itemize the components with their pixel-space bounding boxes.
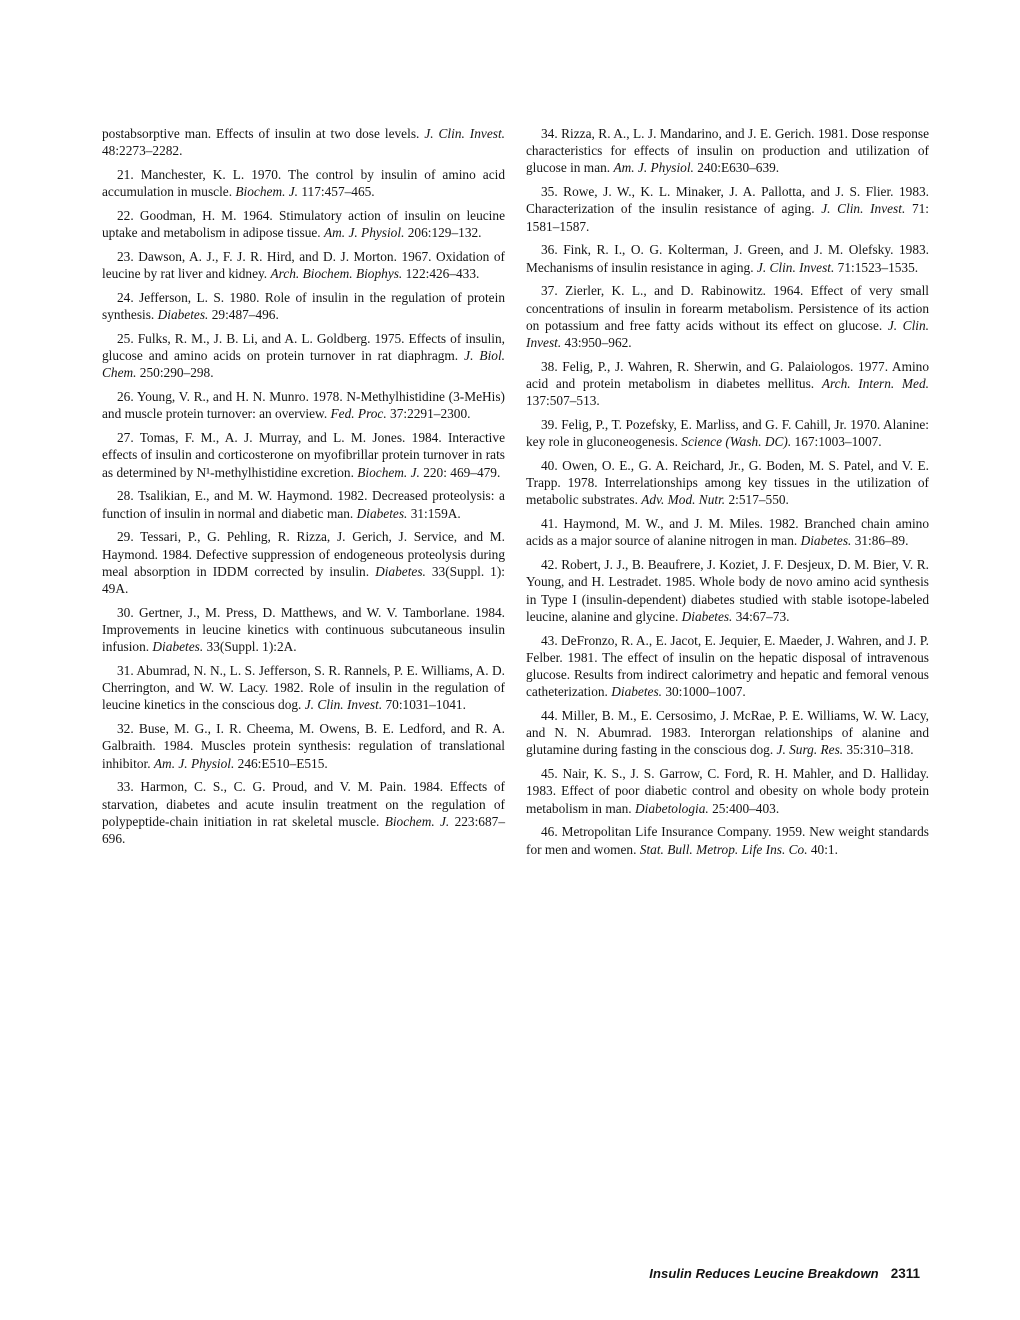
reference-entry	[102, 166, 505, 200]
reference-entry	[526, 282, 929, 351]
reference-journal: Biochem. J.	[384, 813, 450, 829]
reference-volume-pages: 30:1000–1007.	[662, 684, 746, 700]
reference-volume-pages: 48:2273–2282.	[102, 143, 183, 159]
reference-entry	[526, 241, 929, 275]
reference-text: 32. Buse, M. G., I. R. Cheema, M. Owens, B. E. Ledford, and R. A. Galbraith. 1984. Muscles protein synthesis: regulation of translational inhibitor.	[102, 721, 505, 771]
references-right-column	[526, 125, 929, 864]
reference-entry	[526, 765, 929, 817]
reference-volume-pages: 223:687–696.	[102, 813, 505, 847]
reference-journal: Diabetes.	[157, 307, 209, 323]
reference-entry	[526, 632, 929, 701]
reference-text: 37. Zierler, K. L., and D. Rabinowitz. 1964. Effect of very small concentrations of insulin in forearm metabolism. Persistence of its action on potassium and free fatty acids without its effect on glucose.	[526, 283, 929, 333]
reference-text: 42. Robert, J. J., B. Beaufrere, J. Koziet, J. F. Desjeux, D. M. Bier, V. R. Young, and H. Lestradet. 1985. Whole body de novo amino acid synthesis in Type I (insulin-dependent) diabetes studied with stable isotope-labeled leucine, alanine and glycine.	[526, 557, 929, 624]
reference-journal: J. Surg. Res.	[776, 742, 844, 758]
reference-journal: Adv. Mod. Nutr.	[641, 492, 726, 508]
reference-text: 29. Tessari, P., G. Pehling, R. Rizza, J. Gerich, J. Service, and M. Haymond. 1984. Defective suppression of endogeneous proteolysis during meal absorption in IDDM corrected by insulin.	[102, 529, 505, 579]
reference-volume-pages: 40:1.	[807, 841, 838, 857]
reference-volume-pages: 25:400–403.	[708, 800, 780, 816]
reference-text: 35. Rowe, J. W., K. L. Minaker, J. A. Pallotta, and J. S. Flier. 1983. Characterization of the insulin resistance of aging.	[526, 184, 929, 217]
reference-journal: Diabetes.	[152, 639, 204, 655]
reference-text: 21. Manchester, K. L. 1970. The control by insulin of amino acid accumulation in muscle.	[102, 167, 505, 200]
reference-entry	[102, 289, 505, 323]
reference-volume-pages: 220: 469–479.	[419, 464, 501, 480]
reference-text: postabsorptive man. Effects of insulin at two dose levels.	[102, 126, 425, 141]
reference-journal: J. Clin. Invest.	[821, 201, 906, 217]
reference-journal: Diabetes.	[356, 505, 408, 521]
reference-text: 31. Abumrad, N. N., L. S. Jefferson, S. R. Rannels, P. E. Williams, A. D. Cherrington, and W. W. Lacy. 1982. Role of insulin in the regulation of leucine kinetics in the conscious dog.	[102, 663, 505, 713]
reference-text: 36. Fink, R. I., O. G. Kolterman, J. Green, and J. M. Olefsky. 1983. Mechanisms of insulin resistance in aging.	[526, 242, 929, 275]
reference-entry	[526, 556, 929, 625]
page-number: 2311	[890, 1266, 920, 1281]
reference-journal: Diabetologia.	[634, 800, 709, 816]
reference-entry	[102, 248, 505, 282]
reference-text: 25. Fulks, R. M., J. B. Li, and A. L. Goldberg. 1975. Effects of insulin, glucose and amino acids on protein turnover in rat diaphragm.	[102, 331, 505, 364]
reference-text: 34. Rizza, R. A., L. J. Mandarino, and J. E. Gerich. 1981. Dose response characteristics for effects of insulin on production and utilization of glucose in man.	[526, 126, 929, 176]
reference-entry	[526, 125, 929, 177]
reference-entry	[102, 207, 505, 241]
reference-text: 39. Felig, P., T. Pozefsky, E. Marliss, and G. F. Cahill, Jr. 1970. Alanine: key role in gluconeogenesis.	[526, 417, 929, 450]
reference-journal: Diabetes.	[681, 608, 733, 624]
reference-journal: Biochem. J.	[357, 464, 420, 480]
reference-volume-pages: 2:517–550.	[725, 492, 789, 508]
reference-volume-pages: 117:457–465.	[298, 184, 375, 200]
reference-journal: Diabetes.	[375, 563, 426, 579]
reference-entry	[102, 388, 505, 422]
reference-journal: Am. J. Physiol.	[323, 225, 405, 241]
reference-text: 38. Felig, P., J. Wahren, R. Sherwin, and G. Palaiologos. 1977. Amino acid and protein metabolism in diabetes mellitus.	[526, 358, 929, 392]
reference-text: 40. Owen, O. E., G. A. Reichard, Jr., G. Boden, M. S. Patel, and V. E. Trapp. 1978. Interrelationships among key tissues in the utilization of metabolic substrates.	[526, 458, 929, 508]
reference-entry	[526, 707, 929, 759]
reference-entry	[102, 778, 505, 847]
reference-volume-pages: 37:2291–2300.	[386, 406, 471, 422]
reference-journal: Diabetes.	[800, 533, 852, 549]
running-head: Insulin Reduces Leucine Breakdown	[649, 1266, 879, 1281]
reference-volume-pages: 43:950–962.	[561, 335, 632, 351]
reference-text: 43. DeFronzo, R. A., E. Jacot, E. Jequier, E. Maeder, J. Wahren, and J. P. Felber. 1981. The effect of insulin on the hepatic disposal of intravenous glucose. Results from indirect calorimetry and hepatic and femoral venous catheterization.	[526, 632, 929, 700]
reference-entry	[102, 330, 505, 382]
reference-volume-pages: 33(Suppl. 1):2A.	[203, 639, 297, 655]
reference-entry	[102, 429, 505, 481]
reference-volume-pages: 35:310–318.	[843, 742, 914, 758]
reference-text: 22. Goodman, H. M. 1964. Stimulatory action of insulin on leucine uptake and metabolism in adipose tissue.	[102, 208, 505, 241]
reference-journal: J. Clin. Invest.	[424, 126, 506, 141]
reference-journal: Am. J. Physiol.	[153, 755, 235, 771]
reference-entry	[102, 125, 505, 159]
reference-journal: Am. J. Physiol.	[613, 160, 694, 176]
reference-entry	[526, 358, 929, 410]
reference-text: 28. Tsalikian, E., and M. W. Haymond. 1982. Decreased proteolysis: a function of insulin in normal and diabetic man.	[102, 488, 505, 521]
reference-entry	[102, 604, 505, 656]
reference-journal: Science (Wash. DC).	[681, 434, 792, 450]
reference-entry	[526, 823, 929, 857]
reference-journal: J. Clin. Invest.	[526, 317, 930, 351]
reference-text: 41. Haymond, M. W., and J. M. Miles. 1982. Branched chain amino acids as a major source of alanine nitrogen in man.	[526, 516, 929, 549]
reference-volume-pages: 240:E630–639.	[693, 160, 780, 176]
page-footer	[600, 1266, 920, 1281]
reference-text: 24. Jefferson, L. S. 1980. Role of insulin in the regulation of protein synthesis.	[102, 290, 505, 323]
reference-volume-pages: 246:E510–E515.	[234, 755, 328, 771]
reference-entry	[526, 515, 929, 549]
reference-volume-pages: 70:1031–1041.	[382, 697, 466, 713]
reference-entry	[102, 720, 505, 772]
reference-volume-pages: 71: 1581–1587.	[526, 201, 930, 234]
reference-text: 33. Harmon, C. S., C. G. Proud, and V. M. Pain. 1984. Effects of starvation, diabetes and acute insulin treatment on the regulation of polypeptide-chain initiation in rat skeletal muscle.	[102, 779, 505, 829]
reference-entry	[526, 457, 929, 509]
reference-journal: Arch. Intern. Med.	[821, 376, 929, 392]
reference-volume-pages: 29:487–496.	[208, 307, 279, 323]
reference-volume-pages: 250:290–298.	[136, 365, 214, 381]
reference-volume-pages: 137:507–513.	[526, 393, 600, 409]
reference-volume-pages: 71:1523–1535.	[834, 259, 919, 275]
reference-text: 45. Nair, K. S., J. S. Garrow, C. Ford, R. H. Mahler, and D. Halliday. 1983. Effect of poor diabetic control and obesity on whole body protein metabolism in man.	[526, 766, 929, 816]
reference-volume-pages: 33(Suppl. 1): 49A.	[102, 563, 506, 597]
reference-text: 44. Miller, B. M., E. Cersosimo, J. McRae, P. E. Williams, W. W. Lacy, and N. N. Abumrad. 1983. Interorgan relationships of alanine and glutamine during fasting in the conscious dog.	[526, 708, 929, 758]
references-left-column	[102, 125, 505, 854]
reference-volume-pages: 206:129–132.	[404, 225, 482, 241]
reference-entry	[526, 416, 929, 450]
reference-journal: J. Clin. Invest.	[304, 697, 383, 713]
reference-volume-pages: 122:426–433.	[402, 266, 480, 282]
reference-journal: Stat. Bull. Metrop. Life Ins. Co.	[639, 841, 808, 857]
reference-entry	[102, 528, 505, 597]
reference-text: 23. Dawson, A. J., F. J. R. Hird, and D. J. Morton. 1967. Oxidation of leucine by rat liver and kidney.	[102, 249, 505, 282]
reference-entry	[102, 487, 505, 521]
reference-journal: Diabetes.	[611, 684, 662, 700]
reference-text: 46. Metropolitan Life Insurance Company. 1959. New weight standards for men and women.	[526, 824, 929, 857]
reference-volume-pages: 31:86–89.	[851, 533, 909, 549]
reference-text: 27. Tomas, F. M., A. J. Murray, and L. M. Jones. 1984. Interactive effects of insulin and corticosterone on myofibrillar protein turnover in rats as determined by N¹-methylhistidine excretion.	[102, 430, 505, 480]
reference-journal: Fed. Proc.	[330, 406, 387, 422]
reference-volume-pages: 34:67–73.	[732, 608, 790, 624]
reference-volume-pages: 167:1003–1007.	[791, 434, 882, 450]
reference-text: 26. Young, V. R., and H. N. Munro. 1978. N-Methylhistidine (3-MeHis) and muscle protein turnover: an overview.	[102, 389, 505, 422]
reference-journal: J. Biol. Chem.	[102, 348, 506, 381]
reference-entry	[102, 662, 505, 714]
reference-volume-pages: 31:159A.	[407, 505, 461, 521]
reference-journal: Arch. Biochem. Biophys.	[270, 266, 403, 282]
reference-entry	[526, 183, 929, 235]
reference-journal: Biochem. J.	[235, 184, 299, 200]
reference-text: 30. Gertner, J., M. Press, D. Matthews, and W. V. Tamborlane. 1984. Improvements in leucine kinetics with continuous subcutaneous insulin infusion.	[102, 604, 505, 655]
reference-journal: J. Clin. Invest.	[756, 259, 835, 275]
